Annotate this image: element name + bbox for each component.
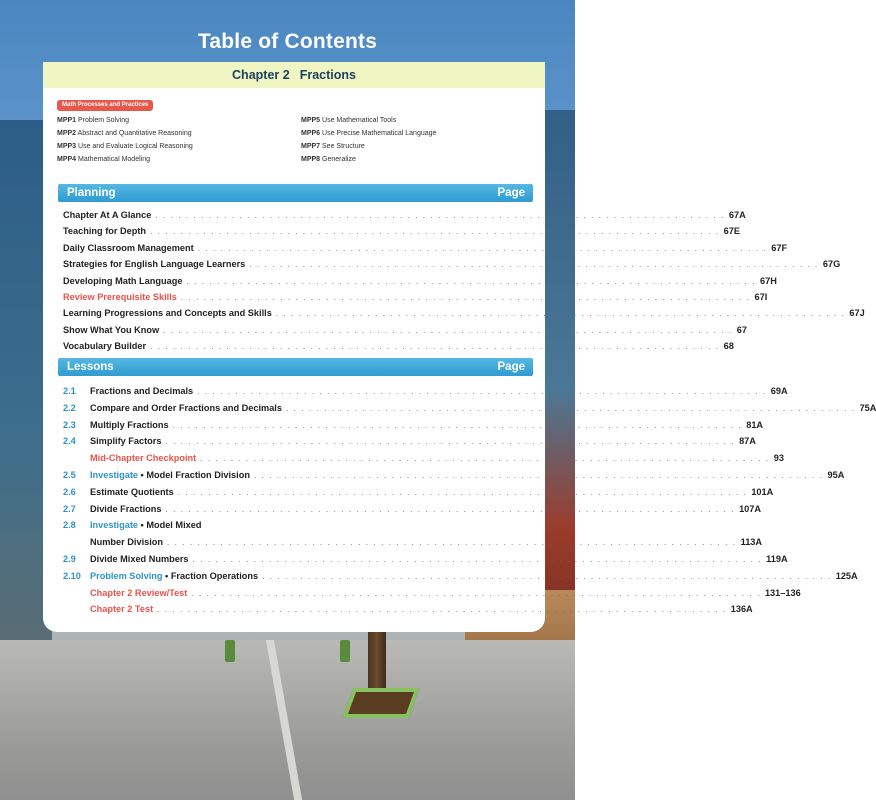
page-number: 69A	[770, 386, 788, 396]
toc-entry	[63, 449, 784, 464]
contents-panel	[43, 62, 876, 632]
mpp-text: Abstract and Quantitative Reasoning	[76, 130, 192, 137]
lesson-number: 2.3	[63, 419, 76, 430]
entry-prefix: Investigate	[90, 520, 138, 531]
entry-title	[90, 436, 161, 446]
entry-text: Multiply Fractions	[90, 419, 169, 430]
lesson-number: 2.4	[63, 436, 76, 447]
entry-text: Divide Fractions	[90, 503, 162, 514]
entry-title	[90, 420, 169, 430]
toc-entry	[63, 483, 774, 497]
chapter-name: Fractions	[299, 68, 356, 82]
leader-dots: . . . . . . . . . . . . . . . . . . . . . . . . . . . . . . . . . . . . . . . . . . . . . . . . . . . . . . . . . . . . . . . . . . . . . . . . . . .	[197, 387, 767, 396]
planning-header	[58, 184, 533, 202]
leader-dots: . . . . . . . . . . . . . . . . . . . . . . . . . . . . . . . . . . . . . . . . . . . . . . . . . . . . . . . . . . . . . . . . . . . . . . . . . . .	[192, 555, 763, 564]
leader-dots: . . . . . . . . . . . . . . . . . . . . . . . . . . . . . . . . . . . . . . . . . . . . . . . . . . . . . . . . . . . . . . . . . . . . . . . . . . .	[155, 211, 725, 220]
leader-dots: . . . . . . . . . . . . . . . . . . . . . . . . . . . . . . . . . . . . . . . . . . . . . . . . . . . . . . . . . . . . . . . . . . . . . . . . . . .	[167, 538, 737, 548]
lessons-page-header: Page	[497, 361, 525, 373]
page-title: Table of Contents	[197, 30, 378, 53]
entry-text: Mid-Chapter Checkpoint	[90, 453, 197, 464]
lesson-number: 2.5	[63, 470, 76, 480]
lesson-number: 2.7	[63, 503, 76, 514]
mpp-item	[301, 156, 356, 163]
leader-dots: . . . . . . . . . . . . . . . . . . . . . . . . . . . . . . . . . . . . . . . . . . . . . . . . . . . . . . . . . . . . . . . . . . . . . . . . . . .	[165, 437, 736, 447]
mpp-badge: Math Processes and Practices	[57, 100, 153, 111]
toc-entry	[63, 337, 734, 352]
mpp-text: Mathematical Modeling	[76, 156, 150, 163]
entry-text: Divide Mixed Numbers	[90, 554, 189, 564]
toc-entry	[63, 288, 768, 302]
mpp-code: MPP7	[301, 143, 321, 150]
toc-entry	[63, 500, 762, 514]
entry-title	[90, 386, 193, 396]
mpp-code: MPP4	[57, 156, 77, 163]
tree-planter	[343, 688, 420, 718]
mpp-code: MPP8	[301, 156, 321, 163]
toc-entry	[63, 239, 788, 253]
mpp-text: Use and Evaluate Logical Reasoning	[76, 143, 193, 150]
mpp-code: MPP2	[57, 130, 77, 137]
mpp-item	[57, 117, 129, 124]
entry-text: • Model Mixed	[138, 520, 202, 531]
leader-dots: . . . . . . . . . . . . . . . . . . . . . . . . . . . . . . . . . . . . . . . . . . . . . . . . . . . . . . . . . . . . . . . . . . . . . . . . . . .	[172, 420, 743, 430]
mpp-text: Use Mathematical Tools	[320, 117, 397, 124]
entry-text: Strategies for English Language Learners	[63, 259, 246, 270]
entry-text: Chapter At A Glance	[63, 210, 152, 220]
page-number: 81A	[746, 419, 764, 430]
entry-text: • Model Fraction Division	[138, 470, 250, 480]
entry-text: Number Division	[90, 537, 164, 548]
mpp-code: MPP1	[57, 117, 77, 124]
entry-text: Compare and Order Fractions and Decimals	[90, 402, 282, 413]
toc-entry	[63, 416, 764, 430]
entry-text: Review Prerequisite Skills	[63, 292, 177, 302]
page-number: 67I	[754, 292, 768, 302]
page-number: 67G	[822, 259, 841, 270]
toc-entry	[63, 255, 841, 270]
entry-text: Developing Math Language	[63, 275, 183, 286]
toc-entry	[63, 382, 788, 396]
toc-entry	[63, 222, 740, 237]
chapter-label: Chapter 2	[232, 68, 290, 82]
entry-text: Chapter 2 Test	[90, 604, 154, 615]
mpp-item	[301, 117, 396, 124]
toc-entry	[63, 272, 777, 286]
toc-entry	[63, 399, 876, 413]
page-number: 125A	[835, 570, 858, 581]
leader-dots: . . . . . . . . . . . . . . . . . . . . . . . . . . . . . . . . . . . . . . . . . . . . . . . . . . . . . . . . . . . . . . . . . . . . . . . . . . .	[165, 504, 736, 514]
entry-title	[90, 487, 174, 497]
page-number: 67E	[723, 226, 740, 237]
entry-title	[90, 504, 161, 514]
entry-text: Daily Classroom Management	[63, 242, 194, 253]
mpp-text: See Structure	[320, 143, 365, 150]
entry-text: Show What You Know	[63, 324, 160, 335]
mpp-item	[57, 130, 192, 137]
page-number: 136A	[730, 604, 753, 615]
leader-dots: . . . . . . . . . . . . . . . . . . . . . . . . . . . . . . . . . . . . . . . . . . . . . . . . . . . . . . . . . . . . . . . . . . . . . . . . . . .	[180, 293, 751, 302]
mpp-text: Problem Solving	[76, 117, 129, 124]
toc-entry	[63, 550, 788, 564]
lessons-title: Lessons	[67, 361, 114, 373]
toc-entry	[63, 516, 531, 530]
lessons-header	[58, 358, 533, 376]
leader-dots: . . . . . . . . . . . . . . . . . . . . . . . . . . . . . . . . . . . . . . . . . . . . . . . . . . . . . . . . . . . . . . . . . . . . . . . . . . .	[191, 588, 761, 598]
page-number: 67	[736, 324, 747, 335]
entry-title	[63, 226, 146, 236]
lesson-number: 2.10	[63, 570, 81, 581]
entry-text: • Fraction Operations	[162, 570, 259, 581]
lesson-number: 2.2	[63, 402, 76, 413]
mpp-text: Generalize	[320, 156, 356, 163]
entry-title	[63, 292, 177, 302]
leader-dots: . . . . . . . . . . . . . . . . . . . . . . . . . . . . . . . . . . . . . . . . . . . . . . . . . . . . . . . . . . . . . . . . . . . . . . . . . . .	[275, 309, 846, 319]
toc-entry	[63, 533, 763, 548]
entry-text: Learning Progressions and Concepts and Skills	[63, 308, 272, 319]
leader-dots: . . . . . . . . . . . . . . . . . . . . . . . . . . . . . . . . . . . . . . . . . . . . . . . . . . . . . . . . . . . . . . . . . . . . . . . . . . .	[249, 260, 819, 270]
toc-entry	[63, 321, 747, 335]
leader-dots: . . . . . . . . . . . . . . . . . . . . . . . . . . . . . . . . . . . . . . . . . . . . . . . . . . . . . . . . . . . . . . . . . . . . . . . . . . .	[150, 227, 720, 237]
entry-title	[90, 554, 189, 564]
page-number: 75A	[859, 402, 876, 413]
toc-entry	[63, 466, 845, 480]
lesson-number: 2.6	[63, 486, 76, 497]
page-number: 67F	[771, 242, 788, 253]
page-number: 101A	[751, 486, 774, 497]
page-number: 93	[773, 453, 784, 464]
entry-title	[90, 470, 250, 480]
entry-title	[63, 210, 151, 220]
page-number: 67J	[849, 308, 865, 319]
mpp-code: MPP6	[301, 130, 321, 137]
entry-title	[63, 308, 272, 318]
mpp-code: MPP5	[301, 117, 321, 124]
entry-text: Chapter 2 Review/Test	[90, 587, 188, 598]
entry-title	[63, 325, 159, 335]
toc-entry	[63, 600, 753, 615]
leader-dots: . . . . . . . . . . . . . . . . . . . . . . . . . . . . . . . . . . . . . . . . . . . . . . . . . . . . . . . . . . . . . . . . . . . . . . . . . . .	[197, 243, 768, 253]
page-number: 67A	[728, 210, 746, 220]
leader-dots: . . . . . . . . . . . . . . . . . . . . . . . . . . . . . . . . . . . . . . . . . . . . . . . . . . . . . . . . . . . . . . . . . . . . . . . . . . .	[285, 403, 856, 413]
page-number: 87A	[739, 436, 756, 447]
page-number: 113A	[740, 537, 763, 548]
entry-text: Vocabulary Builder	[63, 341, 147, 352]
entry-text: Teaching for Depth	[63, 226, 147, 237]
entry-title	[90, 403, 282, 413]
chapter-header	[43, 62, 545, 88]
entry-title	[63, 259, 245, 269]
mpp-item	[301, 130, 436, 137]
lesson-number: 2.1	[63, 386, 76, 396]
toc-entry	[63, 304, 865, 319]
entry-title	[90, 571, 258, 581]
entry-title	[63, 276, 182, 286]
entry-text: Simplify Factors	[90, 436, 162, 447]
leader-dots: . . . . . . . . . . . . . . . . . . . . . . . . . . . . . . . . . . . . . . . . . . . . . . . . . . . . . . . . . . . . . . . . . . . . . . . . . . .	[177, 487, 748, 497]
entry-text: Estimate Quotients	[90, 486, 174, 497]
toc-entry	[63, 584, 801, 598]
page-number: 95A	[827, 470, 845, 480]
bollard	[340, 640, 350, 662]
entry-title	[90, 537, 163, 547]
leader-dots: . . . . . . . . . . . . . . . . . . . . . . . . . . . . . . . . . . . . . . . . . . . . . . . . . . . . . . . . . . . . . . . . . . . . . . . . . . .	[253, 471, 824, 480]
mpp-item	[301, 143, 365, 150]
leader-dots: . . . . . . . . . . . . . . . . . . . . . . . . . . . . . . . . . . . . . . . . . . . . . . . . . . . . . . . . . . . . . . . . . . . . . . . . . . .	[163, 325, 733, 335]
mpp-code: MPP3	[57, 143, 77, 150]
page-number: 119A	[766, 554, 788, 564]
toc-entry	[63, 567, 858, 581]
entry-title	[90, 453, 196, 463]
leader-dots: . . . . . . . . . . . . . . . . . . . . . . . . . . . . . . . . . . . . . . . . . . . . . . . . . . . . . . . . . . . . . . . . . . . . . . . . . . .	[150, 342, 720, 352]
mpp-item	[57, 156, 150, 163]
entry-prefix: Investigate	[90, 470, 138, 480]
page-number: 67H	[760, 275, 777, 286]
entry-prefix: Problem Solving	[90, 570, 163, 581]
mpp-text: Use Precise Mathematical Language	[320, 130, 437, 137]
entry-title	[90, 604, 153, 614]
page-number: 131–136	[764, 587, 801, 598]
leader-dots: . . . . . . . . . . . . . . . . . . . . . . . . . . . . . . . . . . . . . . . . . . . . . . . . . . . . . . . . . . . . . . . . . . . . . . . . . . .	[157, 605, 727, 615]
page-number: 68	[723, 341, 734, 352]
leader-dots: . . . . . . . . . . . . . . . . . . . . . . . . . . . . . . . . . . . . . . . . . . . . . . . . . . . . . . . . . . . . . . . . . . . . . . . . . . .	[262, 571, 832, 581]
leader-dots: . . . . . . . . . . . . . . . . . . . . . . . . . . . . . . . . . . . . . . . . . . . . . . . . . . . . . . . . . . . . . . . . . . . . . . . . . . .	[186, 276, 757, 286]
toc-entry	[63, 432, 756, 447]
toc-entry	[63, 206, 746, 220]
planning-page-header: Page	[497, 187, 525, 199]
entry-title	[63, 341, 146, 351]
page-number: 107A	[739, 503, 762, 514]
lesson-number: 2.9	[63, 554, 76, 564]
bollard	[225, 640, 235, 662]
mpp-item	[57, 143, 193, 150]
entry-title	[90, 588, 187, 598]
entry-text: Fractions and Decimals	[90, 386, 194, 396]
entry-title	[90, 520, 201, 530]
lesson-number: 2.8	[63, 520, 76, 531]
leader-dots: . . . . . . . . . . . . . . . . . . . . . . . . . . . . . . . . . . . . . . . . . . . . . . . . . . . . . . . . . . . . . . . . . . . . . . . . . . .	[200, 454, 770, 464]
planning-title: Planning	[67, 187, 116, 199]
entry-title	[63, 243, 194, 253]
